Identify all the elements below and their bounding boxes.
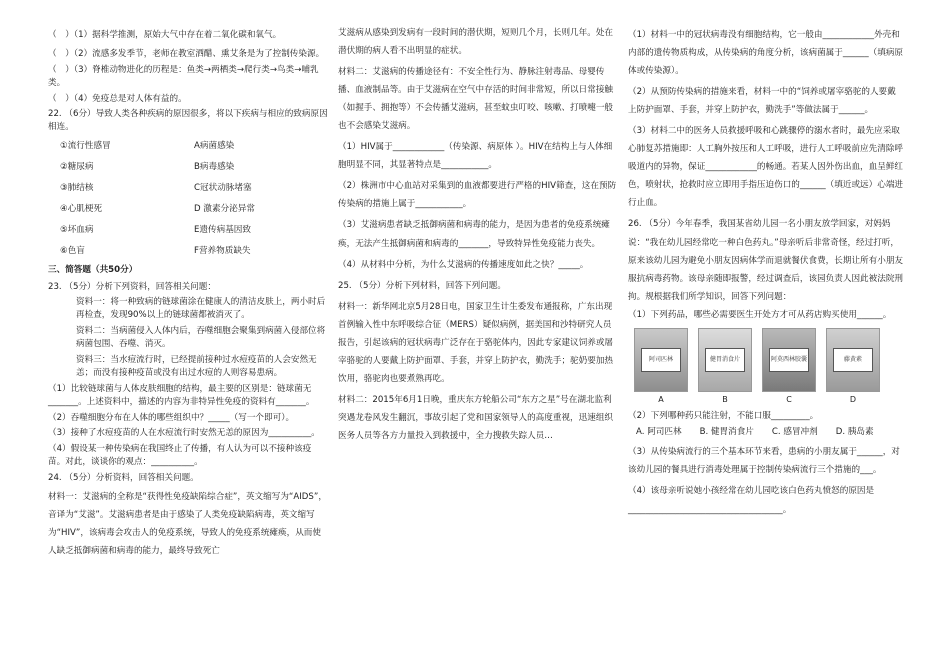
left-column xyxy=(48,26,328,563)
medicine-label: C xyxy=(786,394,792,404)
match-right-item: C冠状动脉堵塞 xyxy=(194,183,252,194)
sub-question: （2）从预防传染病的措施来看，材料一中的“饲养或屠宰骆驼的人要戴上防护面罩、手套，并穿上防护衣，勤洗手”等做法属于______。 xyxy=(628,87,896,116)
judge-item: （ ）（1）据科学推测，原始大气中存在着二氧化碳和氧气。 xyxy=(48,30,282,40)
match-left-item: ④心肌梗死 xyxy=(60,203,103,214)
sub-question: （1）下列药品，哪些必需要医生开处方才可从药店购买使用______。 xyxy=(628,309,892,320)
question-23: 23. （5分）分析下列资料，回答相关问题： xyxy=(48,281,216,292)
question-25: 25. （5分）分析下列材料，回答下列问题。 xyxy=(338,280,506,291)
medicine-labels xyxy=(634,394,904,406)
medicine-images xyxy=(634,328,904,392)
judge-item: （ ）（2）流感多发季节，老师在教室洒醋、熏艾条是为了控制传染源。 xyxy=(48,48,325,59)
medicine-box-text: 阿莫西林胶囊 xyxy=(769,348,809,372)
question-22: 22. （6分）导致人类各种疾病的原因很多，将以下疾病与相应的致病原因相连。 xyxy=(48,109,328,133)
material-text: 材料二：艾滋病的传播途径有：不安全性行为、静脉注射毒品、母婴传播、血液制品等。由于艾滋病在空气中存活的时间非常短，所以日常接触（如握手、拥抱等）不会传播艾滋病，甚至蚊虫叮咬、咳嗽、打喷嚏一般也不会感染艾滋病。 xyxy=(338,67,614,132)
sub-question: （4）从材料中分析，为什么艾滋病的传播速度如此之快？_____。 xyxy=(338,259,589,270)
match-left-item: ⑥色盲 xyxy=(60,245,85,256)
medicine-box-text: 阿司匹林 xyxy=(641,348,681,372)
sub-question: （3）材料二中的医务人员救援呼吸和心跳骤停的溺水者时，最先应采取心肺复苏措施即：人工胸外按压和人工呼吸，进行人工呼吸前应先清除呼吸道内的异物，保证____________的畅通。若某人因外伤出血，血呈鲜红色，喷射状，抢救时应立即用手指压迫伤口的______（填近或远）心端进行止血。 xyxy=(628,126,904,209)
option: D. 胰岛素 xyxy=(835,427,874,438)
match-right-item: D 激素分泌异常 xyxy=(194,203,255,214)
medicine-box-text: 健胃消食片 xyxy=(705,348,745,372)
option: A. 阿司匹林 xyxy=(636,427,682,438)
sub-question: （3）接种了水痘疫苗的人在水痘流行时安然无恙的原因为__________。 xyxy=(48,428,320,439)
middle-column xyxy=(338,24,620,448)
match-right-item: F营养物质缺失 xyxy=(194,245,251,256)
sub-question: （3）艾滋病患者缺乏抵御病菌和病毒的能力，是因为患者的免疫系统瘫痪，无法产生抵御病菌和病毒的_______，导致特异性免疫能力丧失。 xyxy=(338,220,610,249)
match-left-item: ③肺结核 xyxy=(60,183,94,194)
question-26: 26. （5分）今年春季，我国某省幼儿园一名小朋友放学回家，对妈妈说：“我在幼儿园经常吃一种白色药丸。”母亲听后非常奇怪，经过打听，原来该幼儿园为避免小朋友因病体学而退就餐伏食费，长期让所有小朋友服抗病毒药物。该母亲随即报警，经过调查后，该园负责人因此被法院刑拘。规根据我们所学知识，回答下列问题： xyxy=(628,219,904,302)
medicine-label: D xyxy=(849,394,857,404)
sub-question: （2）株洲市中心血站对采集到的血液都要进行严格的HIV筛查，这在预防传染病的措施上属于___________。 xyxy=(338,181,617,210)
sub-question: （2）下列哪种药只能注射，不能口服_________。 xyxy=(628,410,819,421)
medicine-image-a xyxy=(634,328,688,392)
option: B. 健胃消食片 xyxy=(699,427,754,438)
match-left-item: ②糖尿病 xyxy=(60,162,94,173)
material-text: 材料一：新华网北京5月28日电，国家卫生计生委发布通报称，广东出现首例输入性中东呼吸综合征（MERS）疑似病例，据美国和沙特研究人员报告，引起该病的冠状病毒广泛存在于骆驼体内，因此专家建议饲养或屠宰骆驼的人要戴上防护面罩、手套，并穿上防护衣，勤洗手；驼奶要加热饮用，骆驼肉也要煮熟再吃。 xyxy=(338,301,614,384)
right-column xyxy=(628,26,904,522)
judge-item: （ ）（3）脊椎动物进化的历程是：鱼类→两栖类→爬行类→鸟类→哺乳类。 xyxy=(48,64,319,88)
material-text: 材料二：2015年6月1日晚，重庆东方轮船公司“东方之星”号在湖北监利突遇龙卷风发生翻沉，事故引起了党和国家领导人的高度重视，迅速组织医务人员等各方力量投入到救援中，全力搜救失踪人员… xyxy=(338,394,614,441)
material-text: 艾滋病从感染到发病有一段时间的潜伏期，短则几个月，长则几年。处在潜伏期的病人看不出明显的症状。 xyxy=(338,28,614,57)
sub-question: （1）材料一中的冠状病毒没有细胞结构，它一般由____________外壳和内部的遗传物质构成，从传染病的角度分析，该病菌属于______（填病原体或传染源）。 xyxy=(628,30,904,77)
material-text: 资料三：当水痘流行时，已经提前接种过水痘疫苗的人会安然无恙；而没有接种疫苗或没有出过水痘的人则容易患病。 xyxy=(76,354,317,378)
medicine-box-text: 藤黄素 xyxy=(833,348,873,372)
match-left-item: ①流行性感冒 xyxy=(60,141,111,152)
medicine-label: B xyxy=(722,394,728,404)
matching-table xyxy=(60,140,328,257)
medicine-image-c xyxy=(762,328,816,392)
sub-question: （4）该母亲听说她小孩经常在幼儿园吃该白色药丸愤怒的原因是____________________________________。 xyxy=(628,486,875,515)
question-24: 24. （5分）分析资料，回答相关问题。 xyxy=(48,473,199,484)
sub-question: （1）比较链球菌与人体皮肤细胞的结构，最主要的区别是：链球菌无_______。上述资料中，描述的内容为非特异性免疫的资料有_______。 xyxy=(48,383,315,407)
match-right-item: E遗传病基因致 xyxy=(194,224,251,235)
section-heading: 三、简答题（共50分） xyxy=(48,264,138,275)
sub-question: （1）HIV属于____________（传染源、病原体 ）。HIV在结构上与人体细胞明显不同，其显著特点是___________。 xyxy=(338,142,613,171)
medicine-label: A xyxy=(658,394,664,404)
medicine-image-d xyxy=(826,328,880,392)
sub-question: （3）从传染病流行的三个基本环节来看，患病的小朋友属于______，对该幼儿园的餐具进行消毒处理属于控制传染病流行三个措施的___。 xyxy=(628,447,900,476)
sub-question: （4）假设某一种传染病在我国终止了传播，有人认为可以不接种该疫苗。对此，谈谈你的观点：__________。 xyxy=(48,444,312,468)
sub-question: （2）吞噬细胞分布在人体的哪些组织中？_____（写一个即可）。 xyxy=(48,412,295,423)
medicine-image-b xyxy=(698,328,752,392)
option: C. 感冒冲剂 xyxy=(771,427,818,438)
match-right-item: A病菌感染 xyxy=(194,141,235,152)
judge-item: （ ）（4）免疫总是对人体有益的。 xyxy=(48,93,187,104)
material-text: 资料一：将一种致病的链球菌涂在健康人的清洁皮肤上，两小时后再检查，发现90%以上的链球菌都被消灭了。 xyxy=(76,297,326,321)
material-text: 材料一：艾滋病的全称是“获得性免疫缺陷综合症”，英文缩写为“AIDS”，音译为“艾滋”。艾滋病患者是由于感染了人类免疫缺陷病毒，英文缩写为“HIV”，该病毒会攻击人的免疫系统，导致人的免疫系统瘫痪，从而使人缺乏抵御病菌和病毒的能力，最终导致死亡 xyxy=(48,491,327,557)
material-text: 资料二：当病菌侵入人体内后，吞噬细胞会聚集到病菌入侵部位将病菌包围、吞噬、消灭。 xyxy=(76,326,326,350)
options-row xyxy=(636,426,904,439)
match-right-item: B病毒感染 xyxy=(194,162,235,173)
match-left-item: ⑤坏血病 xyxy=(60,224,94,235)
